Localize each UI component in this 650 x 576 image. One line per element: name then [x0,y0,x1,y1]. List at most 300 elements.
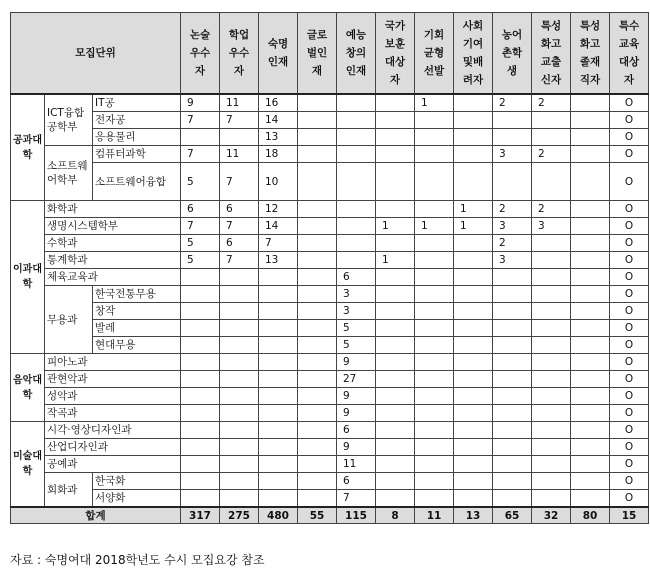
cell-value: 5 [181,252,220,269]
cell-value [532,163,571,201]
cell-value [181,269,220,286]
cell-value: 11 [337,456,376,473]
cell-value: O [610,303,649,320]
cell-value [571,371,610,388]
cell-value [181,337,220,354]
unit-name: 피아노과 [45,354,181,371]
cell-value [415,269,454,286]
cell-value [376,163,415,201]
cell-value [259,405,298,422]
cell-value [415,286,454,303]
cell-value: 7 [220,163,259,201]
cell-value [298,303,337,320]
table-row [11,218,649,235]
cell-value: 7 [220,218,259,235]
cell-value [298,163,337,201]
cell-value: 5 [181,163,220,201]
cell-value [376,269,415,286]
table-row [11,371,649,388]
cell-value: 11 [220,94,259,112]
cell-value [298,439,337,456]
header-col-2: 숙명인재 [259,13,298,95]
cell-value: 18 [259,146,298,163]
cell-value: 14 [259,112,298,129]
cell-value [220,303,259,320]
cell-value [532,303,571,320]
cell-value [220,286,259,303]
cell-value: 13 [259,252,298,269]
cell-value: O [610,146,649,163]
cell-value: O [610,252,649,269]
cell-value [454,320,493,337]
cell-value [415,303,454,320]
table-row [11,354,649,371]
cell-value: 6 [220,201,259,218]
cell-value [571,112,610,129]
cell-value [298,94,337,112]
cell-value: 16 [259,94,298,112]
cell-value [259,473,298,490]
cell-value: 6 [181,201,220,218]
unit-name: 성악과 [45,388,181,405]
cell-value [259,388,298,405]
cell-value [493,456,532,473]
cell-value [493,354,532,371]
unit-name: ICT융합공학부 [45,94,93,146]
cell-value: O [610,129,649,146]
cell-value [376,286,415,303]
cell-value [493,286,532,303]
table-row [11,163,649,201]
cell-value [571,422,610,439]
cell-value: O [610,337,649,354]
cell-value [298,354,337,371]
college-name: 미술대학 [11,422,45,508]
subunit-name: 한국전통무용 [93,286,181,303]
cell-value [454,354,493,371]
admission-quota-table [10,12,649,524]
unit-name: 통계학과 [45,252,181,269]
cell-value [415,473,454,490]
cell-value [493,303,532,320]
cell-value [298,201,337,218]
cell-value: O [610,201,649,218]
cell-value [454,269,493,286]
cell-value: 1 [415,94,454,112]
cell-value [376,337,415,354]
college-name: 공과대학 [11,94,45,201]
cell-value: 2 [532,146,571,163]
college-name: 이과대학 [11,201,45,354]
unit-name: 관현악과 [45,371,181,388]
cell-value [571,337,610,354]
total-value: 80 [571,507,610,524]
total-label: 합계 [11,507,181,524]
cell-value [259,269,298,286]
table-row [11,490,649,508]
cell-value [571,303,610,320]
cell-value [532,422,571,439]
cell-value: 7 [181,218,220,235]
cell-value [532,235,571,252]
cell-value: 5 [337,337,376,354]
cell-value [493,112,532,129]
cell-value [415,112,454,129]
cell-value [454,337,493,354]
cell-value [376,146,415,163]
cell-value [532,252,571,269]
cell-value: 2 [532,94,571,112]
cell-value: 3 [337,286,376,303]
subunit-name: 응용물리 [93,129,181,146]
total-value: 15 [610,507,649,524]
unit-name: 공예과 [45,456,181,473]
cell-value [493,388,532,405]
cell-value [220,354,259,371]
cell-value: 9 [337,405,376,422]
cell-value [532,269,571,286]
cell-value: 11 [220,146,259,163]
cell-value [454,405,493,422]
cell-value [259,490,298,508]
subunit-name: 현대무용 [93,337,181,354]
cell-value [454,439,493,456]
cell-value [493,371,532,388]
cell-value [298,371,337,388]
cell-value [376,388,415,405]
cell-value [337,235,376,252]
cell-value [376,303,415,320]
cell-value [376,235,415,252]
cell-value [532,112,571,129]
subunit-name: 창작 [93,303,181,320]
cell-value [181,439,220,456]
cell-value: 7 [181,112,220,129]
cell-value: O [610,490,649,508]
cell-value [454,456,493,473]
cell-value [415,252,454,269]
unit-name: 산업디자인과 [45,439,181,456]
table-row [11,405,649,422]
header-col-9: 특성화고교출신자 [532,13,571,95]
total-value: 32 [532,507,571,524]
cell-value: O [610,388,649,405]
cell-value: 9 [337,354,376,371]
cell-value [415,163,454,201]
total-value: 13 [454,507,493,524]
table-row [11,456,649,473]
cell-value [298,320,337,337]
header-col-1: 학업우수자 [220,13,259,95]
unit-name: 무용과 [45,286,93,354]
cell-value: 3 [337,303,376,320]
cell-value [181,405,220,422]
cell-value [220,371,259,388]
cell-value [298,269,337,286]
cell-value [532,439,571,456]
subunit-name: 전자공 [93,112,181,129]
cell-value: 2 [493,235,532,252]
cell-value [337,146,376,163]
unit-name: 체육교육과 [45,269,181,286]
header-col-10: 특성화고졸재직자 [571,13,610,95]
cell-value: O [610,94,649,112]
cell-value [298,146,337,163]
cell-value [454,235,493,252]
cell-value [181,354,220,371]
cell-value [376,490,415,508]
cell-value [493,422,532,439]
cell-value [376,94,415,112]
total-value: 55 [298,507,337,524]
total-value: 115 [337,507,376,524]
cell-value: 9 [337,388,376,405]
cell-value: 6 [220,235,259,252]
cell-value [259,371,298,388]
total-value: 8 [376,507,415,524]
cell-value: 7 [259,235,298,252]
table-row [11,235,649,252]
cell-value: 7 [337,490,376,508]
cell-value [454,163,493,201]
cell-value [181,320,220,337]
cell-value: O [610,456,649,473]
cell-value: 2 [493,201,532,218]
cell-value: 9 [337,439,376,456]
cell-value: 10 [259,163,298,201]
table-row [11,320,649,337]
cell-value [376,320,415,337]
table-row [11,473,649,490]
cell-value: 6 [337,269,376,286]
cell-value [376,439,415,456]
cell-value [571,235,610,252]
header-col-3: 글로벌인재 [298,13,337,95]
cell-value [298,252,337,269]
cell-value [571,473,610,490]
total-value: 317 [181,507,220,524]
cell-value [298,456,337,473]
cell-value: 1 [454,201,493,218]
cell-value [259,320,298,337]
cell-value [415,456,454,473]
table-row [11,252,649,269]
cell-value [181,129,220,146]
cell-value [220,422,259,439]
table-row [11,112,649,129]
cell-value [415,405,454,422]
cell-value [337,129,376,146]
cell-value [454,371,493,388]
cell-value [532,473,571,490]
cell-value: O [610,163,649,201]
header-col-7: 사회기여및배려자 [454,13,493,95]
cell-value [571,405,610,422]
cell-value [259,456,298,473]
cell-value [376,473,415,490]
cell-value: O [610,439,649,456]
cell-value: 3 [532,218,571,235]
cell-value [376,405,415,422]
cell-value [493,405,532,422]
cell-value [337,201,376,218]
cell-value [220,405,259,422]
cell-value [259,354,298,371]
cell-value [298,286,337,303]
cell-value [181,286,220,303]
cell-value [415,371,454,388]
cell-value [376,456,415,473]
cell-value [259,439,298,456]
cell-value: O [610,269,649,286]
cell-value [571,201,610,218]
cell-value [571,286,610,303]
unit-name: 시각·영상디자인과 [45,422,181,439]
cell-value [571,252,610,269]
subunit-name: 발레 [93,320,181,337]
cell-value [454,422,493,439]
cell-value: 1 [454,218,493,235]
cell-value [298,337,337,354]
cell-value: O [610,473,649,490]
cell-value [532,337,571,354]
cell-value [415,439,454,456]
cell-value [493,320,532,337]
cell-value [415,201,454,218]
cell-value: 5 [337,320,376,337]
cell-value: 12 [259,201,298,218]
cell-value [220,388,259,405]
cell-value [376,129,415,146]
cell-value [454,303,493,320]
cell-value [181,490,220,508]
cell-value [376,371,415,388]
cell-value [220,473,259,490]
header-unit: 모집단위 [11,13,181,95]
cell-value [571,354,610,371]
cell-value [571,388,610,405]
cell-value: 7 [220,252,259,269]
cell-value [181,456,220,473]
unit-name: 회화과 [45,473,93,508]
cell-value [454,112,493,129]
subunit-name: IT공 [93,94,181,112]
cell-value: O [610,405,649,422]
cell-value [337,94,376,112]
header-col-11: 특수교육대상자 [610,13,649,95]
cell-value [415,320,454,337]
header-col-4: 예능창의인재 [337,13,376,95]
table-row [11,303,649,320]
cell-value [571,269,610,286]
cell-value [415,146,454,163]
cell-value [220,269,259,286]
cell-value [220,490,259,508]
cell-value: O [610,112,649,129]
cell-value [220,337,259,354]
cell-value [298,235,337,252]
unit-name: 화학과 [45,201,181,218]
cell-value [259,422,298,439]
cell-value [298,218,337,235]
unit-name: 생명시스템학부 [45,218,181,235]
cell-value [454,473,493,490]
cell-value [493,269,532,286]
subunit-name: 소프트웨어융합 [93,163,181,201]
subunit-name: 컴퓨터과학 [93,146,181,163]
cell-value [298,388,337,405]
total-value: 11 [415,507,454,524]
table-row [11,269,649,286]
cell-value [181,473,220,490]
unit-name: 소프트웨어학부 [45,146,93,201]
cell-value [454,94,493,112]
cell-value [259,303,298,320]
total-value: 65 [493,507,532,524]
cell-value: O [610,286,649,303]
cell-value [532,320,571,337]
cell-value [415,337,454,354]
cell-value [454,388,493,405]
cell-value [571,129,610,146]
cell-value [376,354,415,371]
cell-value [337,252,376,269]
cell-value: O [610,235,649,252]
cell-value: 1 [415,218,454,235]
cell-value [337,163,376,201]
cell-value: O [610,218,649,235]
cell-value: 7 [181,146,220,163]
cell-value: 1 [376,252,415,269]
cell-value [454,129,493,146]
subunit-name: 한국화 [93,473,181,490]
cell-value [298,129,337,146]
table-row [11,129,649,146]
unit-name: 수학과 [45,235,181,252]
cell-value [298,405,337,422]
cell-value: 13 [259,129,298,146]
cell-value: 2 [493,94,532,112]
cell-value: O [610,422,649,439]
cell-value [376,422,415,439]
header-col-0: 논술우수자 [181,13,220,95]
cell-value [298,112,337,129]
cell-value: O [610,354,649,371]
cell-value [571,163,610,201]
cell-value: 6 [337,422,376,439]
cell-value [415,235,454,252]
cell-value [571,320,610,337]
subunit-name: 서양화 [93,490,181,508]
cell-value: 7 [220,112,259,129]
cell-value [532,286,571,303]
cell-value [415,129,454,146]
total-value: 275 [220,507,259,524]
table-row [11,388,649,405]
source-note: 자료 : 숙명여대 2018학년도 수시 모집요강 참조 [10,553,265,567]
cell-value [415,422,454,439]
cell-value: 3 [493,146,532,163]
header-col-8: 농어촌학생 [493,13,532,95]
cell-value [298,473,337,490]
cell-value [532,129,571,146]
cell-value [571,456,610,473]
table-row [11,146,649,163]
header-col-6: 기회균형선발 [415,13,454,95]
cell-value [493,439,532,456]
cell-value [415,388,454,405]
cell-value [532,405,571,422]
